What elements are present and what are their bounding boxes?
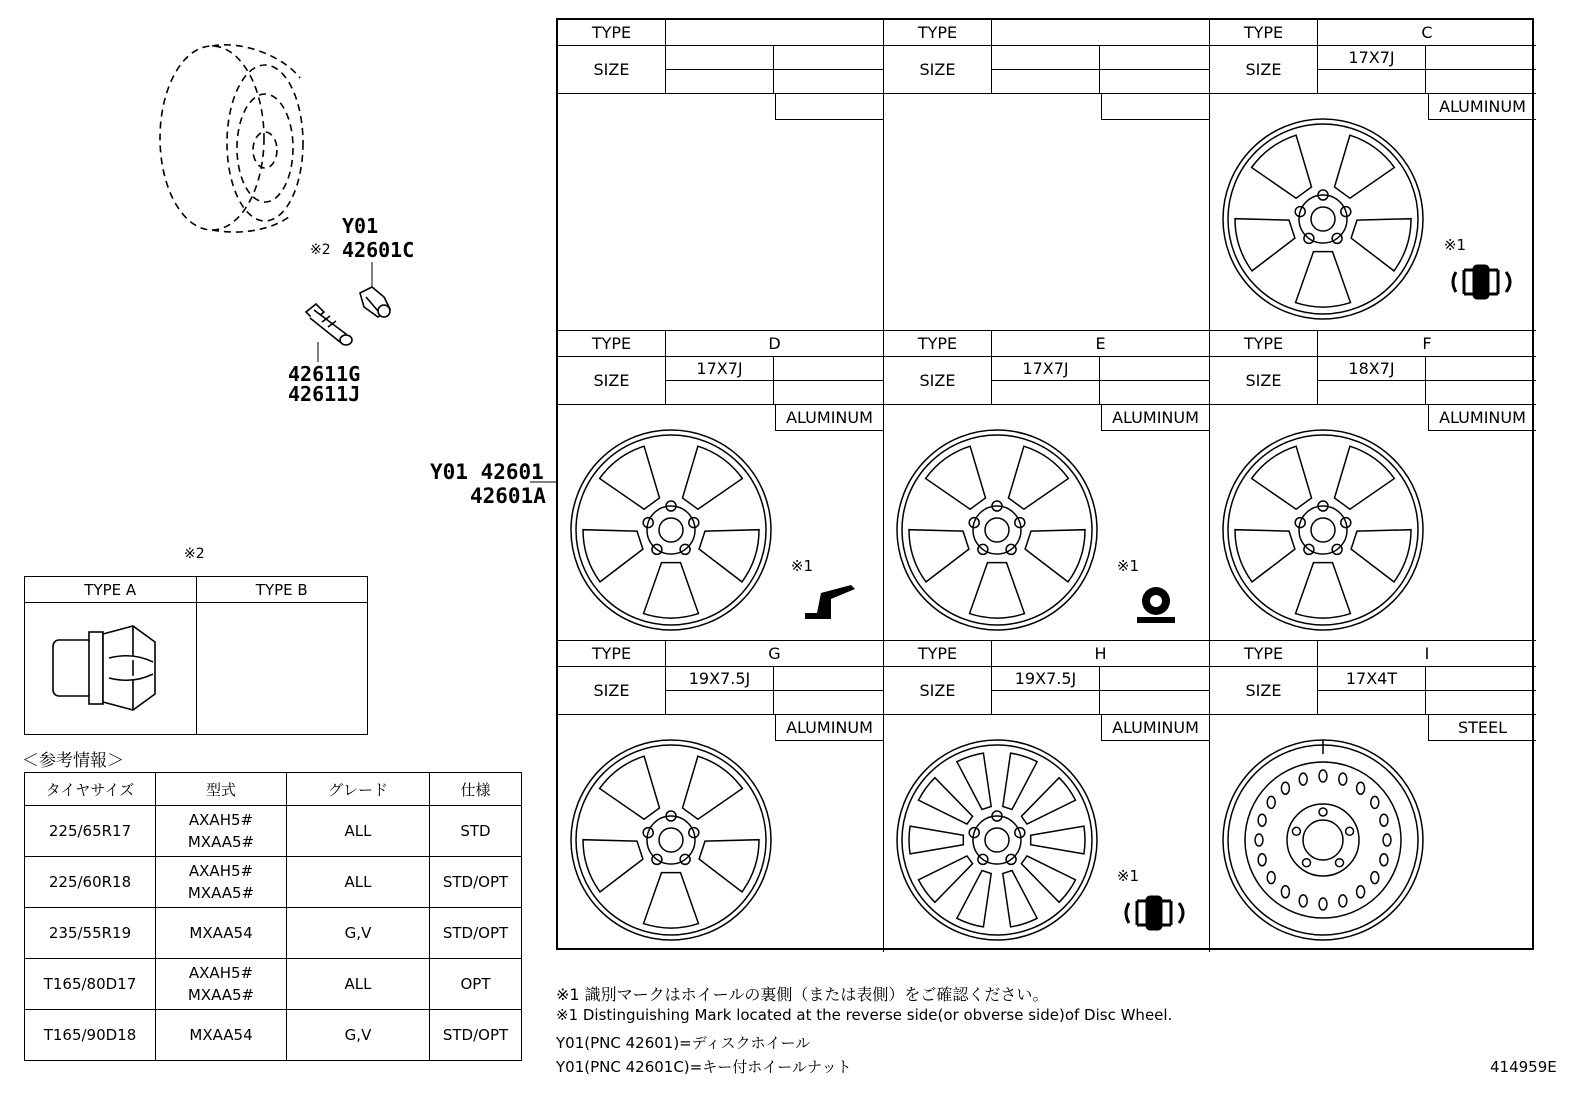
material-label: ALUMINUM [1428,405,1536,431]
wheel-callout-line2: 42601A [470,484,546,508]
wheel-type-cell-blank-2 [884,20,1210,331]
size-subcell-3 [1100,70,1209,94]
grade: ALL [287,857,430,908]
size-subcell [1426,46,1536,70]
size-subcell [1426,667,1536,691]
size-label: SIZE [884,46,992,94]
distinguishing-mark-bolt-icon [1121,891,1191,935]
tire-size: T165/80D17 [25,959,156,1010]
distinguishing-mark-hook-icon [795,581,865,625]
model-code-2: MXAA5# [187,986,255,1004]
type-value [666,20,883,46]
table-row [25,959,522,1010]
model-code [156,857,287,908]
mark-note: ※1 [790,556,813,575]
type-a-header: TYPE A [25,577,197,603]
model-code-1: AXAH5# [188,811,254,829]
tire-size: 225/60R18 [25,857,156,908]
leader-lines [0,0,600,520]
model-code-1: MXAA54 [189,924,253,942]
type-value: H [992,641,1209,667]
size-subcell-3 [1426,381,1536,405]
wheel-type-cell-blank-1 [558,20,884,331]
spec: STD/OPT [430,857,522,908]
size-value: 19X7.5J [992,667,1100,691]
part-42611g: 42611G [288,362,361,386]
mark-note: ※1 [1116,867,1139,886]
size-value: 17X7J [666,357,774,381]
label-y01-top: Y01 [342,214,379,238]
reference-title: ＜参考情報＞ [22,751,124,771]
model-code [156,959,287,1010]
grade: G,V [287,908,430,959]
alloy-wheel-icon [1218,425,1428,635]
type-value: F [1318,331,1536,357]
drawing-id: 414959E [1490,1058,1557,1076]
distinguishing-mark-dome-icon [1121,581,1191,625]
size-subcell-2 [992,70,1100,94]
spec: OPT [430,959,522,1010]
model-code-1: AXAH5# [188,862,254,880]
type-a-nut-icon [45,612,175,722]
type-label: TYPE [558,331,666,357]
grade: G,V [287,1010,430,1061]
alloy-wheel-icon [1218,114,1428,324]
nut-type-table [24,576,368,735]
size-subcell-2 [1318,691,1426,715]
size-value [992,46,1100,70]
mark-note: ※1 [1443,236,1466,254]
wheel-type-cell-e [884,331,1210,642]
ref-header-model: 型式 [156,773,287,806]
type-value [992,20,1209,46]
size-label: SIZE [884,667,992,715]
size-subcell-3 [1426,691,1536,715]
size-value: 18X7J [1318,357,1426,381]
size-subcell-3 [1426,70,1536,94]
footnote-y01-42601: Y01(PNC 42601)=ディスクホイール [556,1034,811,1052]
wheel-type-grid [556,18,1534,950]
table-row [25,857,522,908]
type-b-header: TYPE B [196,577,368,603]
size-subcell-2 [666,381,774,405]
table-row [25,1010,522,1061]
grade: ALL [287,806,430,857]
size-subcell-2 [992,691,1100,715]
size-subcell-2 [1318,70,1426,94]
size-value [666,46,774,70]
wheel-type-cell-c [1210,20,1536,331]
wheel-type-cell-i [1210,641,1536,952]
model-code [156,806,287,857]
size-subcell-2 [666,691,774,715]
type-value: E [992,331,1209,357]
alloy-wheel-icon [566,425,776,635]
size-subcell [1100,667,1209,691]
label-note2-top: ※2 [310,242,331,258]
ref-header-tire: タイヤサイズ [25,773,156,806]
reference-rows [25,806,522,1061]
wheel-type-cell-d [558,331,884,642]
model-code-1: MXAA54 [189,1026,253,1044]
material-label [775,94,883,120]
type-label: TYPE [1210,331,1318,357]
type-label: TYPE [884,641,992,667]
footnote-y01-42601c: Y01(PNC 42601C)=キー付ホイールナット [556,1058,852,1076]
reference-table [24,772,522,1061]
size-label: SIZE [1210,667,1318,715]
size-value: 17X7J [992,357,1100,381]
size-subcell-3 [1100,381,1209,405]
material-label: ALUMINUM [1101,715,1209,741]
material-label: ALUMINUM [1428,94,1536,120]
size-subcell [1100,46,1209,70]
tire-size: 225/65R17 [25,806,156,857]
spec: STD/OPT [430,1010,522,1061]
nut-table-note: ※2 [184,546,205,562]
size-label: SIZE [1210,357,1318,405]
material-label [1101,94,1209,120]
type-value: C [1318,20,1536,46]
wheel-type-cell-g [558,641,884,952]
size-subcell [774,667,883,691]
model-code [156,908,287,959]
size-subcell [774,46,883,70]
model-code-1: AXAH5# [188,964,254,982]
size-subcell-3 [774,381,883,405]
footnote-1-en: ※1 Distinguishing Mark located at the reverse side(or obverse side)of Disc Wheel. [556,1006,1173,1024]
spec: STD/OPT [430,908,522,959]
type-label: TYPE [558,20,666,46]
type-label: TYPE [1210,20,1318,46]
table-row [25,806,522,857]
size-label: SIZE [558,357,666,405]
model-code [156,1010,287,1061]
size-subcell-2 [1318,381,1426,405]
wheel-callout-line1: Y01 42601 [430,460,544,484]
ref-header-grade: グレード [287,773,430,806]
size-label: SIZE [558,667,666,715]
material-label: ALUMINUM [775,405,883,431]
table-row [25,908,522,959]
type-value: I [1318,641,1536,667]
model-code-2: MXAA5# [187,833,255,851]
distinguishing-mark-bolt-icon [1448,260,1518,304]
type-label: TYPE [884,20,992,46]
tire-size: 235/55R19 [25,908,156,959]
wheel-type-cell-h [884,641,1210,952]
alloy-wheel-icon [892,425,1102,635]
type-label: TYPE [1210,641,1318,667]
model-code-2: MXAA5# [187,884,255,902]
footnote-1-ja: ※1 識別マークはホイールの裏側（または表側）をご確認ください。 [556,985,1049,1004]
part-42611j: 42611J [288,382,361,406]
size-subcell-3 [774,691,883,715]
tire-size: T165/90D18 [25,1010,156,1061]
ref-header-spec: 仕様 [430,773,522,806]
size-subcell-3 [774,70,883,94]
size-value: 19X7.5J [666,667,774,691]
part-42601c: 42601C [342,238,415,262]
size-label: SIZE [558,46,666,94]
size-value: 17X7J [1318,46,1426,70]
type-b-cell [196,603,368,735]
size-subcell-2 [666,70,774,94]
type-value: G [666,641,883,667]
size-label: SIZE [884,357,992,405]
steel-wheel-icon [1218,735,1428,945]
type-label: TYPE [558,641,666,667]
material-label: ALUMINUM [775,715,883,741]
wheel-type-cell-f [1210,331,1536,642]
type-value: D [666,331,883,357]
alloy-wheel-icon [892,735,1102,945]
size-subcell-3 [1100,691,1209,715]
material-label: ALUMINUM [1101,405,1209,431]
size-subcell [1426,357,1536,381]
grade: ALL [287,959,430,1010]
alloy-wheel-icon [566,735,776,945]
size-subcell-2 [992,381,1100,405]
size-subcell [774,357,883,381]
material-label: STEEL [1428,715,1536,741]
size-value: 17X4T [1318,667,1426,691]
size-label: SIZE [1210,46,1318,94]
mark-note: ※1 [1116,556,1139,575]
type-label: TYPE [884,331,992,357]
spec: STD [430,806,522,857]
size-subcell [1100,357,1209,381]
type-a-cell [25,603,197,735]
